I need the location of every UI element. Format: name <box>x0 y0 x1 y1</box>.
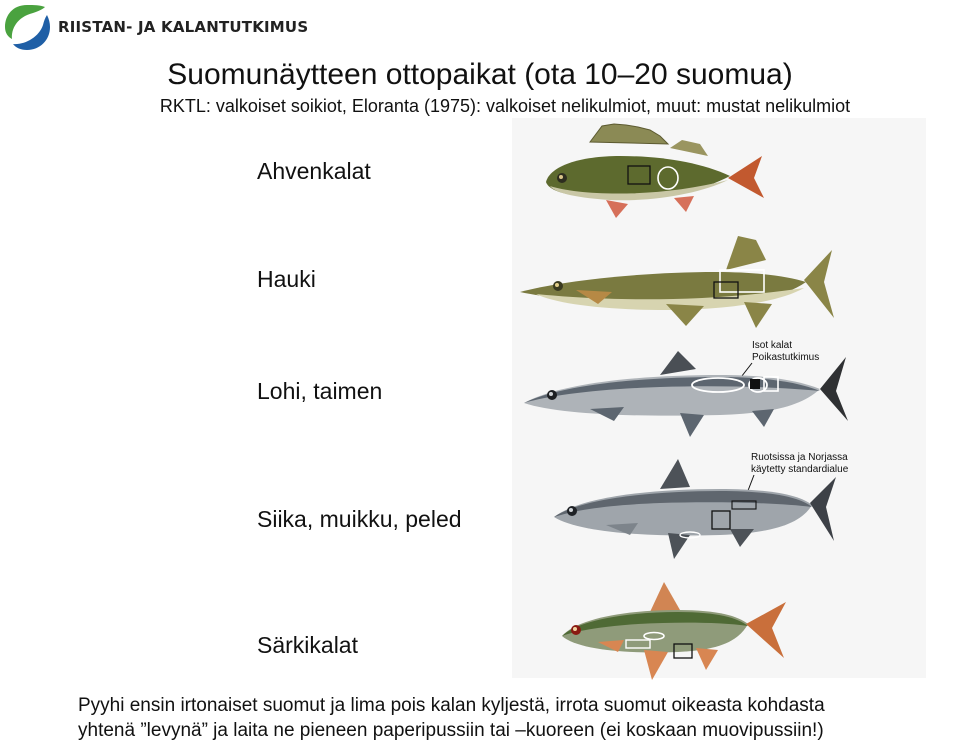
page-title: Suomunäytteen ottopaikat (ota 10–20 suomua) <box>167 58 793 91</box>
instructions-line-1: Pyyhi ensin irtonaiset suomut ja lima pois kalan kyljestä, irrota suomut oikeasta kohdasta <box>78 695 825 716</box>
pike-illustration <box>516 232 836 332</box>
perch-illustration <box>540 122 770 227</box>
whitefish-illustration <box>550 455 840 570</box>
instructions-line-2: yhtenä ”levynä” ja laita ne pieneen paperipussiin tai –kuoreen (ei koskaan muovipussiin!) <box>78 720 824 741</box>
label-lohi: Lohi, taimen <box>257 378 383 404</box>
annotation-whitefish: Ruotsissa ja Norjassa käytetty standardialue <box>751 452 849 475</box>
salmon-illustration <box>520 345 850 445</box>
logo <box>3 3 309 51</box>
label-siika: Siika, muikku, peled <box>257 506 462 532</box>
page-subtitle: RKTL: valkoiset soikiot, Eloranta (1975): valkoiset nelikulmiot, muut: mustat nelikulmiot <box>159 96 851 116</box>
instructions-text <box>78 693 825 743</box>
label-sarkikalat: Särkikalat <box>257 632 358 658</box>
label-hauki: Hauki <box>257 266 316 292</box>
annotation-salmon: Isot kalat Poikastutkimus <box>752 340 820 363</box>
roach-illustration <box>558 580 790 690</box>
logo-icon <box>3 3 51 51</box>
label-ahvenkalat: Ahvenkalat <box>257 158 371 184</box>
logo-text: RIISTAN- JA KALANTUTKIMUS <box>58 18 309 36</box>
